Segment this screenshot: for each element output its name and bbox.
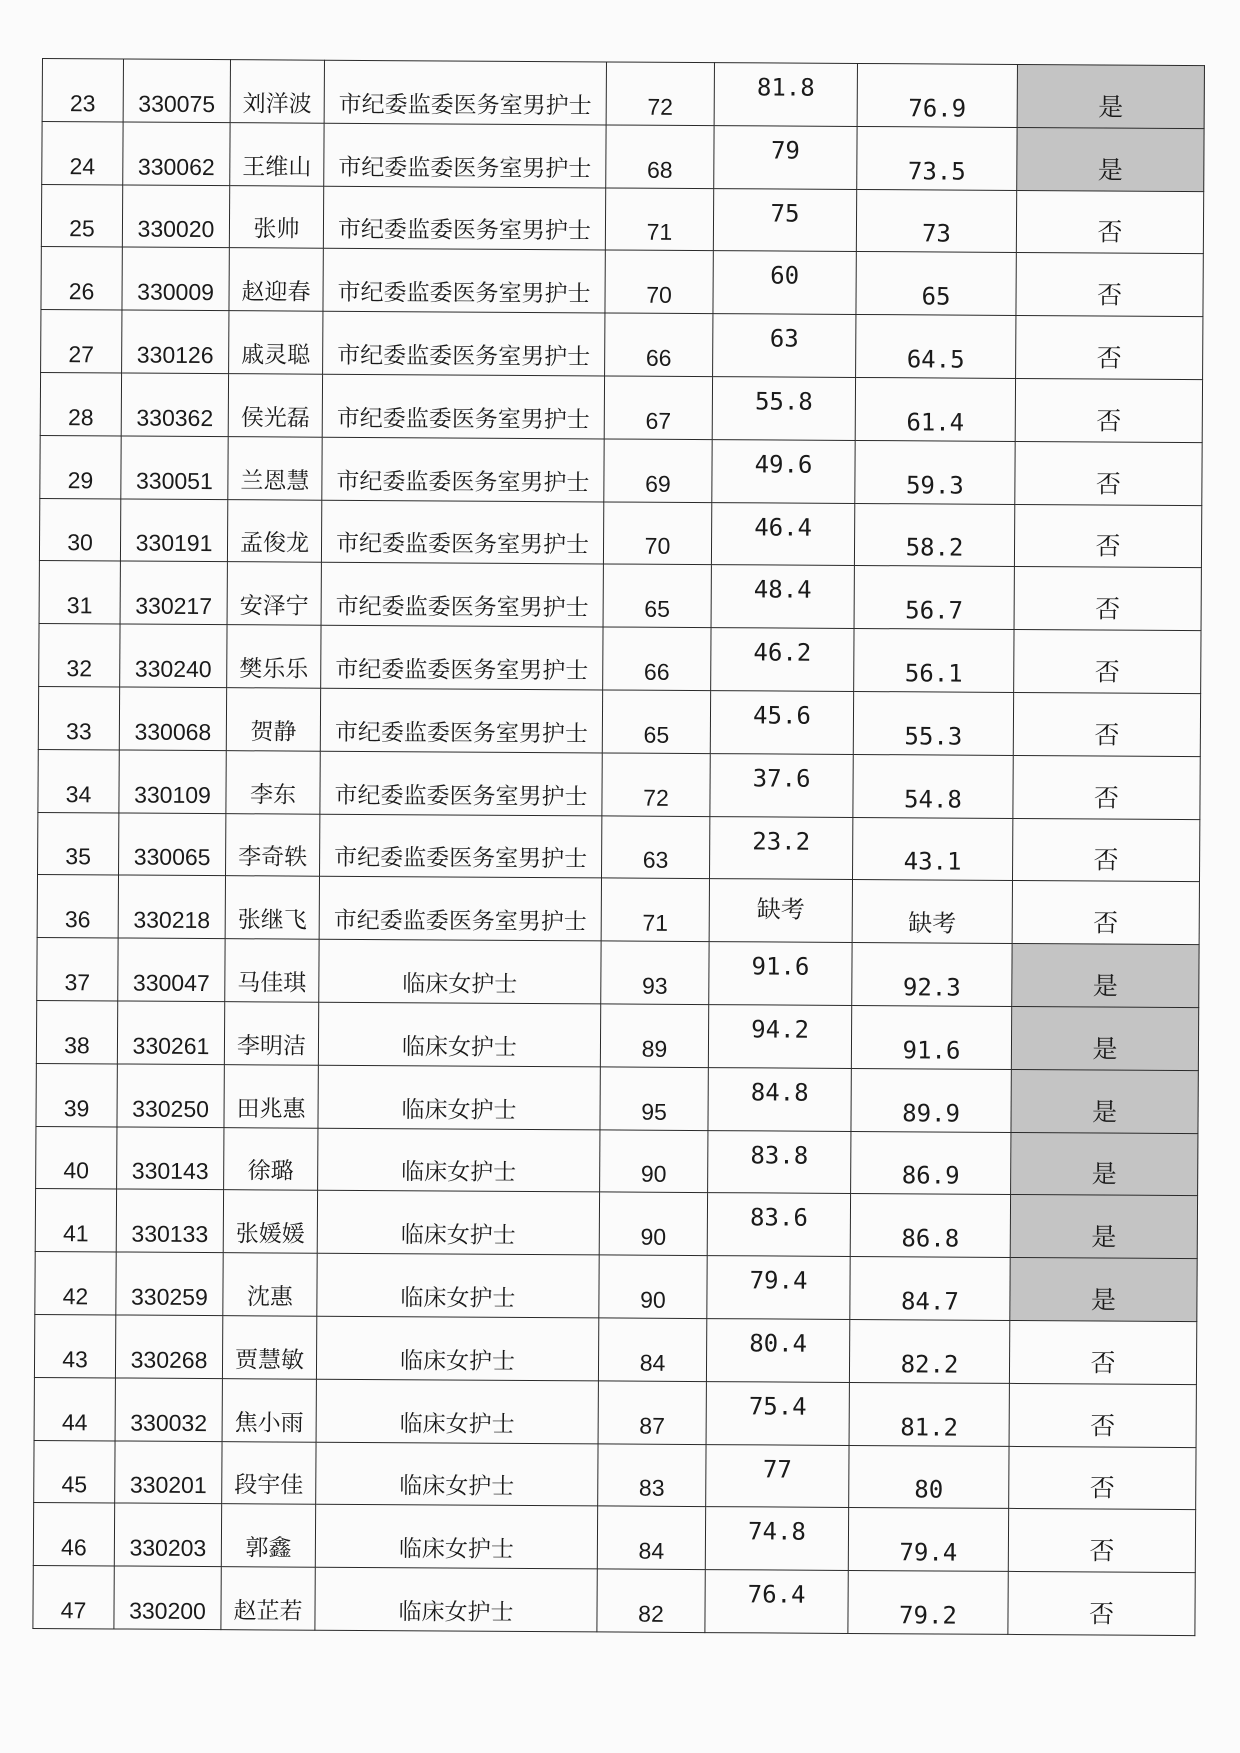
candidate-id-cell: 330047 — [118, 938, 225, 1001]
written-score-cell: 84 — [598, 1318, 706, 1381]
written-score-cell: 90 — [600, 1129, 708, 1192]
interview-score-cell: 81.8 — [714, 63, 857, 127]
row-number-cell: 42 — [35, 1252, 116, 1315]
position-cell: 市纪委监委医务室男护士 — [319, 877, 601, 942]
candidate-id-cell: 330009 — [122, 247, 229, 310]
interview-score-cell: 75 — [713, 188, 856, 252]
qualified-cell: 否 — [1013, 755, 1200, 819]
interview-score-cell: 缺考 — [709, 879, 852, 943]
table-row — [34, 1314, 1196, 1384]
candidate-id-cell: 330068 — [119, 687, 226, 750]
total-score-cell: 80 — [849, 1445, 1009, 1509]
position-cell: 市纪委监委医务室男护士 — [320, 751, 602, 816]
candidate-id-cell: 330143 — [117, 1127, 224, 1190]
candidate-name-cell: 兰恩慧 — [228, 436, 322, 499]
row-number-cell: 40 — [36, 1126, 117, 1189]
position-cell: 市纪委监委医务室男护士 — [323, 186, 605, 251]
candidate-name-cell: 安泽宁 — [227, 562, 321, 625]
qualified-cell: 否 — [1016, 253, 1203, 317]
total-score-cell: 89.9 — [851, 1068, 1011, 1132]
total-score-cell: 缺考 — [852, 880, 1012, 944]
total-score-cell: 79.4 — [848, 1508, 1008, 1572]
total-score-cell: 43.1 — [852, 817, 1012, 881]
table-row — [33, 1566, 1195, 1636]
candidate-id-cell: 330191 — [120, 499, 227, 562]
row-number-cell: 25 — [41, 184, 122, 247]
row-number-cell: 46 — [33, 1503, 114, 1566]
candidate-id-cell: 330250 — [117, 1064, 224, 1127]
interview-score-cell: 91.6 — [709, 942, 852, 1006]
interview-score-cell: 84.8 — [708, 1067, 851, 1131]
interview-score-cell: 46.4 — [711, 502, 854, 566]
interview-score-cell: 55.8 — [712, 377, 855, 441]
row-number-cell: 44 — [34, 1377, 115, 1440]
written-score-cell: 90 — [599, 1192, 707, 1255]
interview-score-cell: 83.8 — [708, 1130, 851, 1194]
position-cell: 市纪委监委医务室男护士 — [323, 249, 605, 314]
candidate-id-cell: 330062 — [123, 122, 230, 185]
table-row — [39, 624, 1201, 694]
written-score-cell: 66 — [605, 313, 713, 376]
table-row — [40, 372, 1202, 442]
written-score-cell: 90 — [599, 1255, 707, 1318]
row-number-cell: 43 — [34, 1314, 115, 1377]
row-number-cell: 26 — [41, 247, 122, 310]
interview-score-cell: 77 — [706, 1444, 849, 1508]
candidate-name-cell: 樊乐乐 — [227, 625, 321, 688]
position-cell: 市纪委监委医务室男护士 — [321, 563, 603, 628]
table-row — [38, 686, 1200, 756]
candidate-name-cell: 李奇轶 — [226, 813, 320, 876]
interview-score-cell: 49.6 — [712, 439, 855, 503]
total-score-cell: 92.3 — [852, 943, 1012, 1007]
candidate-id-cell: 330051 — [121, 436, 228, 499]
table-row — [34, 1440, 1196, 1510]
candidate-id-cell: 330201 — [115, 1441, 222, 1504]
written-score-cell: 71 — [601, 878, 709, 941]
interview-score-cell: 79.4 — [707, 1256, 850, 1320]
table-row — [41, 310, 1203, 380]
qualified-cell: 否 — [1009, 1446, 1196, 1510]
table-row — [40, 435, 1202, 505]
candidate-name-cell: 王维山 — [230, 122, 324, 185]
written-score-cell: 65 — [602, 690, 710, 753]
candidate-name-cell: 田兆惠 — [224, 1064, 318, 1127]
total-score-cell: 58.2 — [854, 503, 1014, 567]
candidate-id-cell: 330065 — [119, 813, 226, 876]
candidate-name-cell: 赵迎春 — [229, 248, 323, 311]
position-cell: 临床女护士 — [318, 1065, 600, 1130]
candidate-name-cell: 张媛媛 — [223, 1190, 317, 1253]
interview-score-cell: 23.2 — [709, 816, 852, 880]
total-score-cell: 82.2 — [849, 1319, 1009, 1383]
qualified-cell: 是 — [1012, 944, 1199, 1008]
qualified-cell: 否 — [1014, 504, 1201, 568]
total-score-cell: 55.3 — [853, 691, 1013, 755]
qualified-cell: 否 — [1009, 1383, 1196, 1447]
total-score-cell: 73 — [856, 189, 1016, 253]
candidate-name-cell: 赵芷若 — [221, 1567, 315, 1630]
interview-score-cell: 79 — [714, 125, 857, 189]
table-row — [41, 247, 1203, 317]
written-score-cell: 66 — [603, 627, 711, 690]
position-cell: 临床女护士 — [315, 1567, 597, 1632]
qualified-cell: 是 — [1010, 1195, 1197, 1259]
written-score-cell: 69 — [604, 439, 712, 502]
qualified-cell: 否 — [1009, 1320, 1196, 1384]
written-score-cell: 70 — [603, 502, 711, 565]
table-row — [37, 875, 1199, 945]
total-score-cell: 79.2 — [848, 1571, 1008, 1635]
row-number-cell: 35 — [38, 812, 119, 875]
written-score-cell: 84 — [597, 1506, 705, 1569]
position-cell: 市纪委监委医务室男护士 — [320, 688, 602, 753]
table-row — [36, 1063, 1198, 1133]
qualified-cell: 否 — [1008, 1572, 1195, 1636]
qualified-cell: 是 — [1010, 1258, 1197, 1322]
qualified-cell: 否 — [1016, 316, 1203, 380]
candidate-id-cell: 330217 — [120, 561, 227, 624]
interview-score-cell: 63 — [713, 314, 856, 378]
total-score-cell: 76.9 — [857, 63, 1017, 127]
written-score-cell: 65 — [603, 564, 711, 627]
row-number-cell: 38 — [36, 1000, 117, 1063]
row-number-cell: 29 — [40, 435, 121, 498]
candidate-id-cell: 330261 — [117, 1001, 224, 1064]
written-score-cell: 67 — [604, 376, 712, 439]
candidate-id-cell: 330126 — [122, 310, 229, 373]
position-cell: 市纪委监委医务室男护士 — [322, 374, 604, 439]
candidate-id-cell: 330240 — [120, 624, 227, 687]
qualified-cell: 是 — [1017, 127, 1204, 191]
row-number-cell: 41 — [35, 1189, 116, 1252]
qualified-cell: 否 — [1014, 567, 1201, 631]
table-row — [38, 812, 1200, 882]
position-cell: 市纪委监委医务室男护士 — [324, 123, 606, 188]
table-row — [41, 184, 1203, 254]
position-cell: 市纪委监委医务室男护士 — [322, 437, 604, 502]
interview-score-cell: 46.2 — [711, 628, 854, 692]
candidate-name-cell: 焦小雨 — [222, 1378, 316, 1441]
total-score-cell: 86.8 — [850, 1194, 1010, 1258]
position-cell: 临床女护士 — [317, 1191, 599, 1256]
row-number-cell: 31 — [39, 561, 120, 624]
row-number-cell: 24 — [42, 121, 123, 184]
position-cell: 市纪委监委医务室男护士 — [323, 311, 605, 376]
position-cell: 临床女护士 — [319, 939, 601, 1004]
interview-score-cell: 45.6 — [710, 691, 853, 755]
written-score-cell: 63 — [601, 815, 709, 878]
qualified-cell: 是 — [1011, 1132, 1198, 1196]
candidate-name-cell: 孟俊龙 — [227, 499, 321, 562]
interview-score-cell: 80.4 — [706, 1319, 849, 1383]
candidate-name-cell: 张帅 — [229, 185, 323, 248]
candidate-id-cell: 330218 — [118, 875, 225, 938]
written-score-cell: 72 — [602, 753, 710, 816]
total-score-cell: 65 — [856, 252, 1016, 316]
table-row — [37, 938, 1199, 1008]
position-cell: 市纪委监委医务室男护士 — [321, 625, 603, 690]
position-cell: 市纪委监委医务室男护士 — [324, 60, 606, 125]
table-row — [36, 1000, 1198, 1070]
candidate-name-cell: 李明洁 — [224, 1002, 318, 1065]
total-score-cell: 81.2 — [849, 1382, 1009, 1446]
candidate-name-cell: 徐璐 — [224, 1127, 318, 1190]
table-row — [34, 1377, 1196, 1447]
table-row — [39, 561, 1201, 631]
row-number-cell: 36 — [37, 875, 118, 938]
table-row — [42, 59, 1204, 129]
qualified-cell: 否 — [1016, 190, 1203, 254]
position-cell: 临床女护士 — [316, 1316, 598, 1381]
total-score-cell: 84.7 — [850, 1257, 1010, 1321]
written-score-cell: 71 — [605, 188, 713, 251]
interview-score-cell: 48.4 — [711, 565, 854, 629]
qualified-cell: 否 — [1015, 378, 1202, 442]
position-cell: 临床女护士 — [317, 1253, 599, 1318]
table-row — [36, 1126, 1198, 1196]
position-cell: 临床女护士 — [318, 1128, 600, 1193]
candidate-id-cell: 330200 — [114, 1566, 221, 1629]
written-score-cell: 70 — [605, 250, 713, 313]
written-score-cell: 83 — [598, 1443, 706, 1506]
row-number-cell: 23 — [42, 59, 123, 122]
candidate-name-cell: 沈惠 — [223, 1253, 317, 1316]
written-score-cell: 72 — [606, 62, 714, 125]
row-number-cell: 30 — [39, 498, 120, 561]
results-table — [32, 58, 1205, 1636]
position-cell: 临床女护士 — [316, 1379, 598, 1444]
candidate-id-cell: 330362 — [121, 373, 228, 436]
table-row — [35, 1252, 1197, 1322]
position-cell: 临床女护士 — [315, 1505, 597, 1570]
qualified-cell: 否 — [1012, 881, 1199, 945]
table-row — [35, 1189, 1197, 1259]
written-score-cell: 68 — [606, 125, 714, 188]
position-cell: 临床女护士 — [318, 1002, 600, 1067]
candidate-id-cell: 330259 — [116, 1252, 223, 1315]
written-score-cell: 82 — [597, 1569, 705, 1632]
candidate-name-cell: 李东 — [226, 750, 320, 813]
candidate-id-cell: 330032 — [115, 1378, 222, 1441]
row-number-cell: 39 — [36, 1063, 117, 1126]
interview-score-cell: 83.6 — [707, 1193, 850, 1257]
candidate-id-cell: 330020 — [122, 185, 229, 248]
interview-score-cell: 74.8 — [705, 1507, 848, 1571]
qualified-cell: 否 — [1012, 818, 1199, 882]
total-score-cell: 73.5 — [857, 126, 1017, 190]
candidate-id-cell: 330133 — [116, 1189, 223, 1252]
position-cell: 临床女护士 — [316, 1442, 598, 1507]
interview-score-cell: 94.2 — [708, 1005, 851, 1069]
total-score-cell: 59.3 — [855, 440, 1015, 504]
interview-score-cell: 37.6 — [710, 753, 853, 817]
table-row — [42, 121, 1204, 191]
candidate-id-cell: 330268 — [115, 1315, 222, 1378]
position-cell: 市纪委监委医务室男护士 — [321, 500, 603, 565]
candidate-name-cell: 马佳琪 — [225, 939, 319, 1002]
written-score-cell: 89 — [600, 1004, 708, 1067]
candidate-id-cell: 330075 — [123, 59, 230, 122]
candidate-name-cell: 段宇佳 — [222, 1441, 316, 1504]
qualified-cell: 是 — [1011, 1069, 1198, 1133]
total-score-cell: 56.1 — [854, 629, 1014, 693]
qualified-cell: 否 — [1014, 630, 1201, 694]
written-score-cell: 95 — [600, 1067, 708, 1130]
written-score-cell: 93 — [601, 941, 709, 1004]
total-score-cell: 61.4 — [855, 377, 1015, 441]
total-score-cell: 54.8 — [853, 754, 1013, 818]
table-row — [33, 1503, 1195, 1573]
qualified-cell: 否 — [1013, 692, 1200, 756]
qualified-cell: 是 — [1017, 64, 1204, 128]
position-cell: 市纪委监委医务室男护士 — [320, 814, 602, 879]
total-score-cell: 56.7 — [854, 566, 1014, 630]
interview-score-cell: 60 — [713, 251, 856, 315]
row-number-cell: 28 — [40, 372, 121, 435]
candidate-name-cell: 侯光磊 — [228, 374, 322, 437]
candidate-name-cell: 刘洋波 — [230, 60, 324, 123]
row-number-cell: 27 — [41, 310, 122, 373]
row-number-cell: 37 — [37, 938, 118, 1001]
table-body — [33, 59, 1205, 1636]
interview-score-cell: 76.4 — [705, 1570, 848, 1634]
candidate-name-cell: 贺静 — [226, 688, 320, 751]
table-row — [38, 749, 1200, 819]
candidate-name-cell: 郭鑫 — [221, 1504, 315, 1567]
candidate-name-cell: 张继飞 — [225, 876, 319, 939]
total-score-cell: 64.5 — [856, 315, 1016, 379]
total-score-cell: 86.9 — [851, 1131, 1011, 1195]
candidate-name-cell: 戚灵聪 — [229, 311, 323, 374]
qualified-cell: 否 — [1008, 1509, 1195, 1573]
row-number-cell: 32 — [39, 624, 120, 687]
row-number-cell: 47 — [33, 1566, 114, 1629]
row-number-cell: 45 — [34, 1440, 115, 1503]
written-score-cell: 87 — [598, 1381, 706, 1444]
interview-score-cell: 75.4 — [706, 1381, 849, 1445]
total-score-cell: 91.6 — [851, 1005, 1011, 1069]
row-number-cell: 34 — [38, 749, 119, 812]
qualified-cell: 否 — [1015, 441, 1202, 505]
qualified-cell: 是 — [1011, 1006, 1198, 1070]
candidate-id-cell: 330109 — [119, 750, 226, 813]
row-number-cell: 33 — [38, 686, 119, 749]
candidate-id-cell: 330203 — [114, 1503, 221, 1566]
candidate-name-cell: 贾慧敏 — [222, 1316, 316, 1379]
table-row — [39, 498, 1201, 568]
